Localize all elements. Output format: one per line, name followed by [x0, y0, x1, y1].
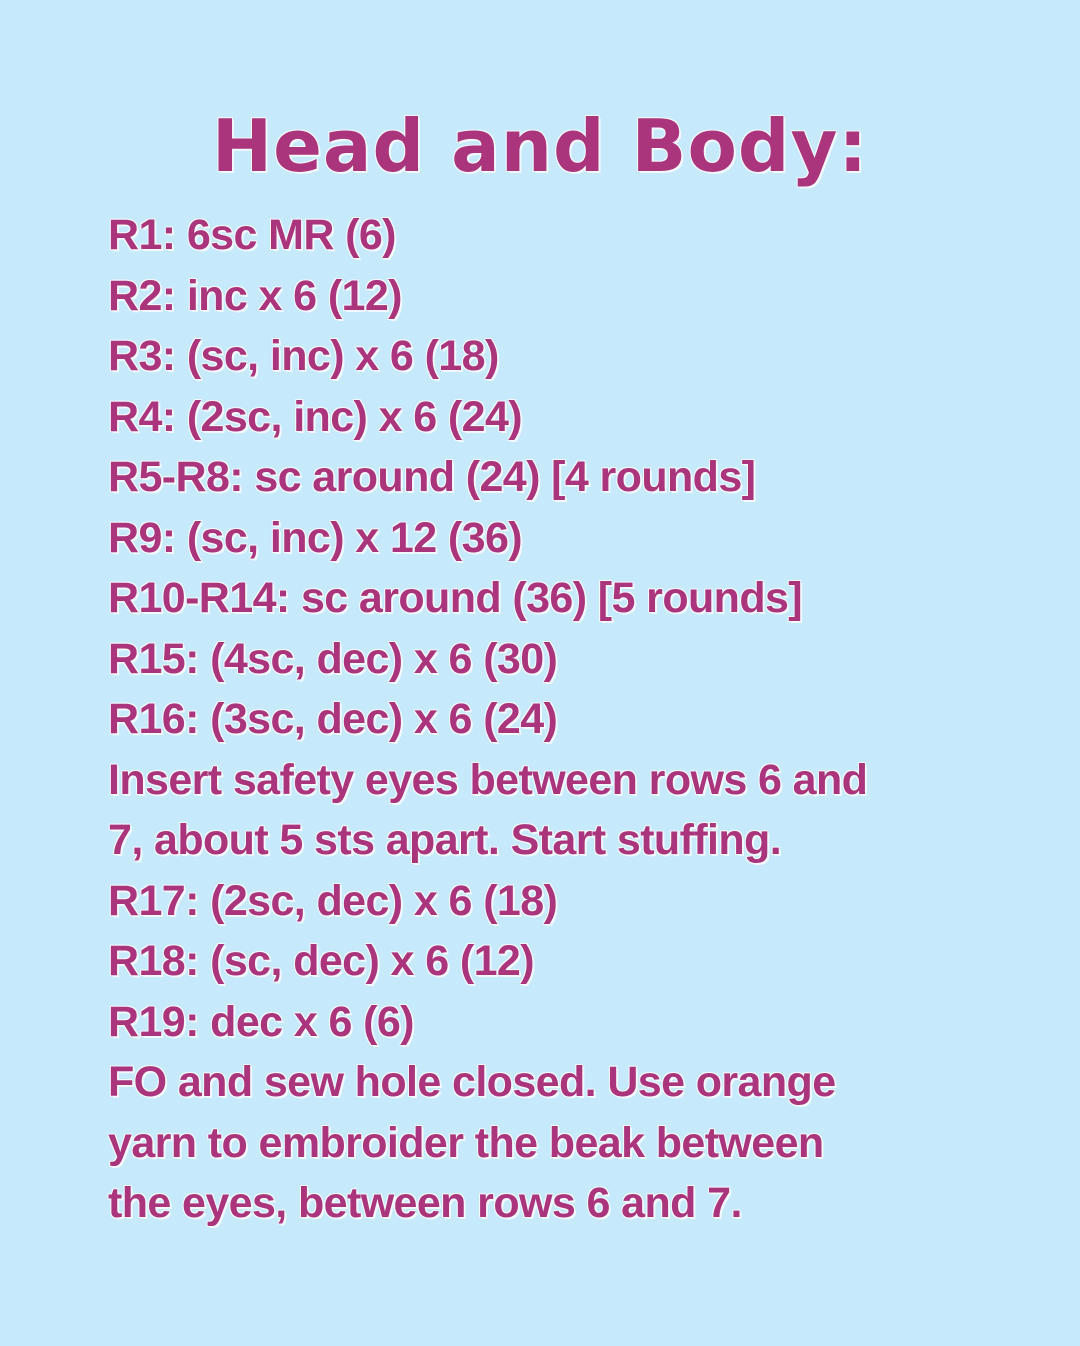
instruction-line: R15: (4sc, dec) x 6 (30)	[108, 634, 558, 683]
instruction-line: R19: dec x 6 (6)	[108, 997, 414, 1046]
instruction-line: R18: (sc, dec) x 6 (12)	[108, 937, 534, 985]
pattern-instructions	[108, 205, 1038, 1234]
instruction-line: FO and sew hole closed. Use orange	[108, 1058, 836, 1106]
instruction-line: R17: (2sc, dec) x 6 (18)	[108, 876, 558, 925]
instruction-line: R2: inc x 6 (12)	[108, 271, 402, 320]
instruction-line: R16: (3sc, dec) x 6 (24)	[108, 695, 558, 743]
instruction-line: R3: (sc, inc) x 6 (18)	[108, 332, 499, 380]
instruction-line: R10-R14: sc around (36) [5 rounds]	[108, 574, 803, 622]
instruction-line: the eyes, between rows 6 and 7.	[108, 1179, 742, 1227]
page-title: Head and Body:	[211, 104, 869, 188]
instruction-line: yarn to embroider the beak between	[108, 1118, 824, 1167]
instruction-line: R9: (sc, inc) x 12 (36)	[108, 513, 522, 562]
instruction-line: R4: (2sc, inc) x 6 (24)	[108, 392, 522, 441]
instruction-line: R1: 6sc MR (6)	[108, 211, 396, 259]
instruction-line: 7, about 5 sts apart. Start stuffing.	[108, 816, 782, 864]
instruction-line: R5-R8: sc around (24) [4 rounds]	[108, 453, 756, 501]
instruction-line: Insert safety eyes between rows 6 and	[108, 755, 868, 804]
